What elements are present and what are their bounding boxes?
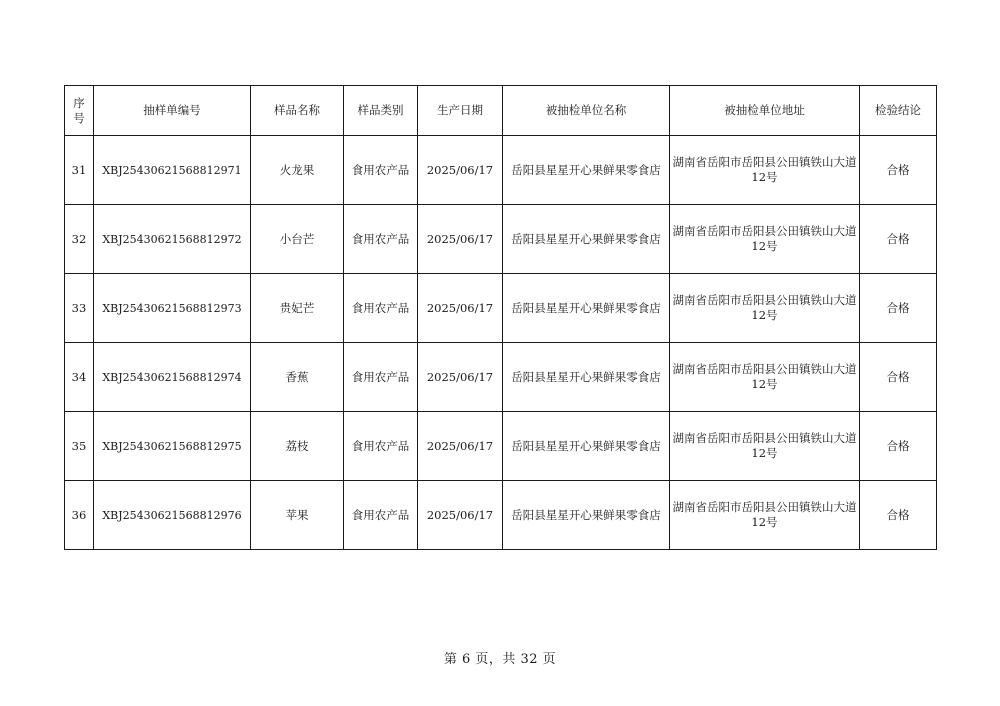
- cell-sample-category: 食用农产品: [344, 205, 418, 274]
- cell-sample-no: XBJ25430621568812972: [94, 205, 251, 274]
- table-row: [65, 205, 937, 274]
- header-unit-address: 被抽检单位地址: [670, 86, 860, 136]
- cell-sample-category: 食用农产品: [344, 481, 418, 550]
- cell-sample-no: XBJ25430621568812976: [94, 481, 251, 550]
- cell-unit-name: 岳阳县星星开心果鲜果零食店: [503, 481, 670, 550]
- cell-sample-no: XBJ25430621568812971: [94, 136, 251, 205]
- cell-conclusion: 合格: [860, 136, 937, 205]
- cell-unit-address: 湖南省岳阳市岳阳县公田镇铁山大道12号: [670, 274, 860, 343]
- header-seq-text: 序号: [73, 95, 85, 125]
- header-sample-name: 样品名称: [251, 86, 344, 136]
- cell-unit-address: 湖南省岳阳市岳阳县公田镇铁山大道12号: [670, 481, 860, 550]
- cell-sample-name: 贵妃芒: [251, 274, 344, 343]
- header-unit-name: 被抽检单位名称: [503, 86, 670, 136]
- cell-unit-name: 岳阳县星星开心果鲜果零食店: [503, 136, 670, 205]
- cell-sample-no: XBJ25430621568812973: [94, 274, 251, 343]
- cell-sample-category: 食用农产品: [344, 136, 418, 205]
- cell-sample-no: XBJ25430621568812974: [94, 343, 251, 412]
- header-conclusion: 检验结论: [860, 86, 937, 136]
- header-sample-no: 抽样单编号: [94, 86, 251, 136]
- cell-seq: 32: [65, 205, 94, 274]
- cell-unit-name: 岳阳县星星开心果鲜果零食店: [503, 412, 670, 481]
- sampling-results-table: [64, 85, 937, 550]
- cell-sample-name: 荔枝: [251, 412, 344, 481]
- cell-unit-address: 湖南省岳阳市岳阳县公田镇铁山大道12号: [670, 412, 860, 481]
- page-number-text: 第 6 页，共 32 页: [443, 652, 557, 667]
- table-row: [65, 481, 937, 550]
- cell-conclusion: 合格: [860, 412, 937, 481]
- cell-unit-address: 湖南省岳阳市岳阳县公田镇铁山大道12号: [670, 343, 860, 412]
- cell-unit-address: 湖南省岳阳市岳阳县公田镇铁山大道12号: [670, 136, 860, 205]
- cell-unit-name: 岳阳县星星开心果鲜果零食店: [503, 274, 670, 343]
- cell-production-date: 2025/06/17: [418, 205, 503, 274]
- cell-sample-name: 小台芒: [251, 205, 344, 274]
- cell-sample-name: 香蕉: [251, 343, 344, 412]
- cell-seq: 31: [65, 136, 94, 205]
- cell-seq: 36: [65, 481, 94, 550]
- cell-conclusion: 合格: [860, 343, 937, 412]
- cell-unit-address: 湖南省岳阳市岳阳县公田镇铁山大道12号: [670, 205, 860, 274]
- table-row: [65, 136, 937, 205]
- cell-seq: 33: [65, 274, 94, 343]
- cell-seq: 35: [65, 412, 94, 481]
- cell-conclusion: 合格: [860, 274, 937, 343]
- cell-production-date: 2025/06/17: [418, 274, 503, 343]
- cell-seq: 34: [65, 343, 94, 412]
- cell-production-date: 2025/06/17: [418, 136, 503, 205]
- table-row: [65, 274, 937, 343]
- cell-conclusion: 合格: [860, 205, 937, 274]
- header-production-date: 生产日期: [418, 86, 503, 136]
- header-sample-category: 样品类别: [344, 86, 418, 136]
- cell-sample-category: 食用农产品: [344, 274, 418, 343]
- cell-unit-name: 岳阳县星星开心果鲜果零食店: [503, 343, 670, 412]
- cell-sample-category: 食用农产品: [344, 412, 418, 481]
- page-footer: [0, 648, 1000, 667]
- cell-sample-name: 苹果: [251, 481, 344, 550]
- cell-sample-name: 火龙果: [251, 136, 344, 205]
- cell-production-date: 2025/06/17: [418, 343, 503, 412]
- cell-sample-category: 食用农产品: [344, 343, 418, 412]
- cell-sample-no: XBJ25430621568812975: [94, 412, 251, 481]
- table-row: [65, 412, 937, 481]
- cell-production-date: 2025/06/17: [418, 412, 503, 481]
- cell-production-date: 2025/06/17: [418, 481, 503, 550]
- header-seq: [65, 86, 94, 136]
- cell-conclusion: 合格: [860, 481, 937, 550]
- cell-unit-name: 岳阳县星星开心果鲜果零食店: [503, 205, 670, 274]
- table-header-row: [65, 86, 937, 136]
- table-row: [65, 343, 937, 412]
